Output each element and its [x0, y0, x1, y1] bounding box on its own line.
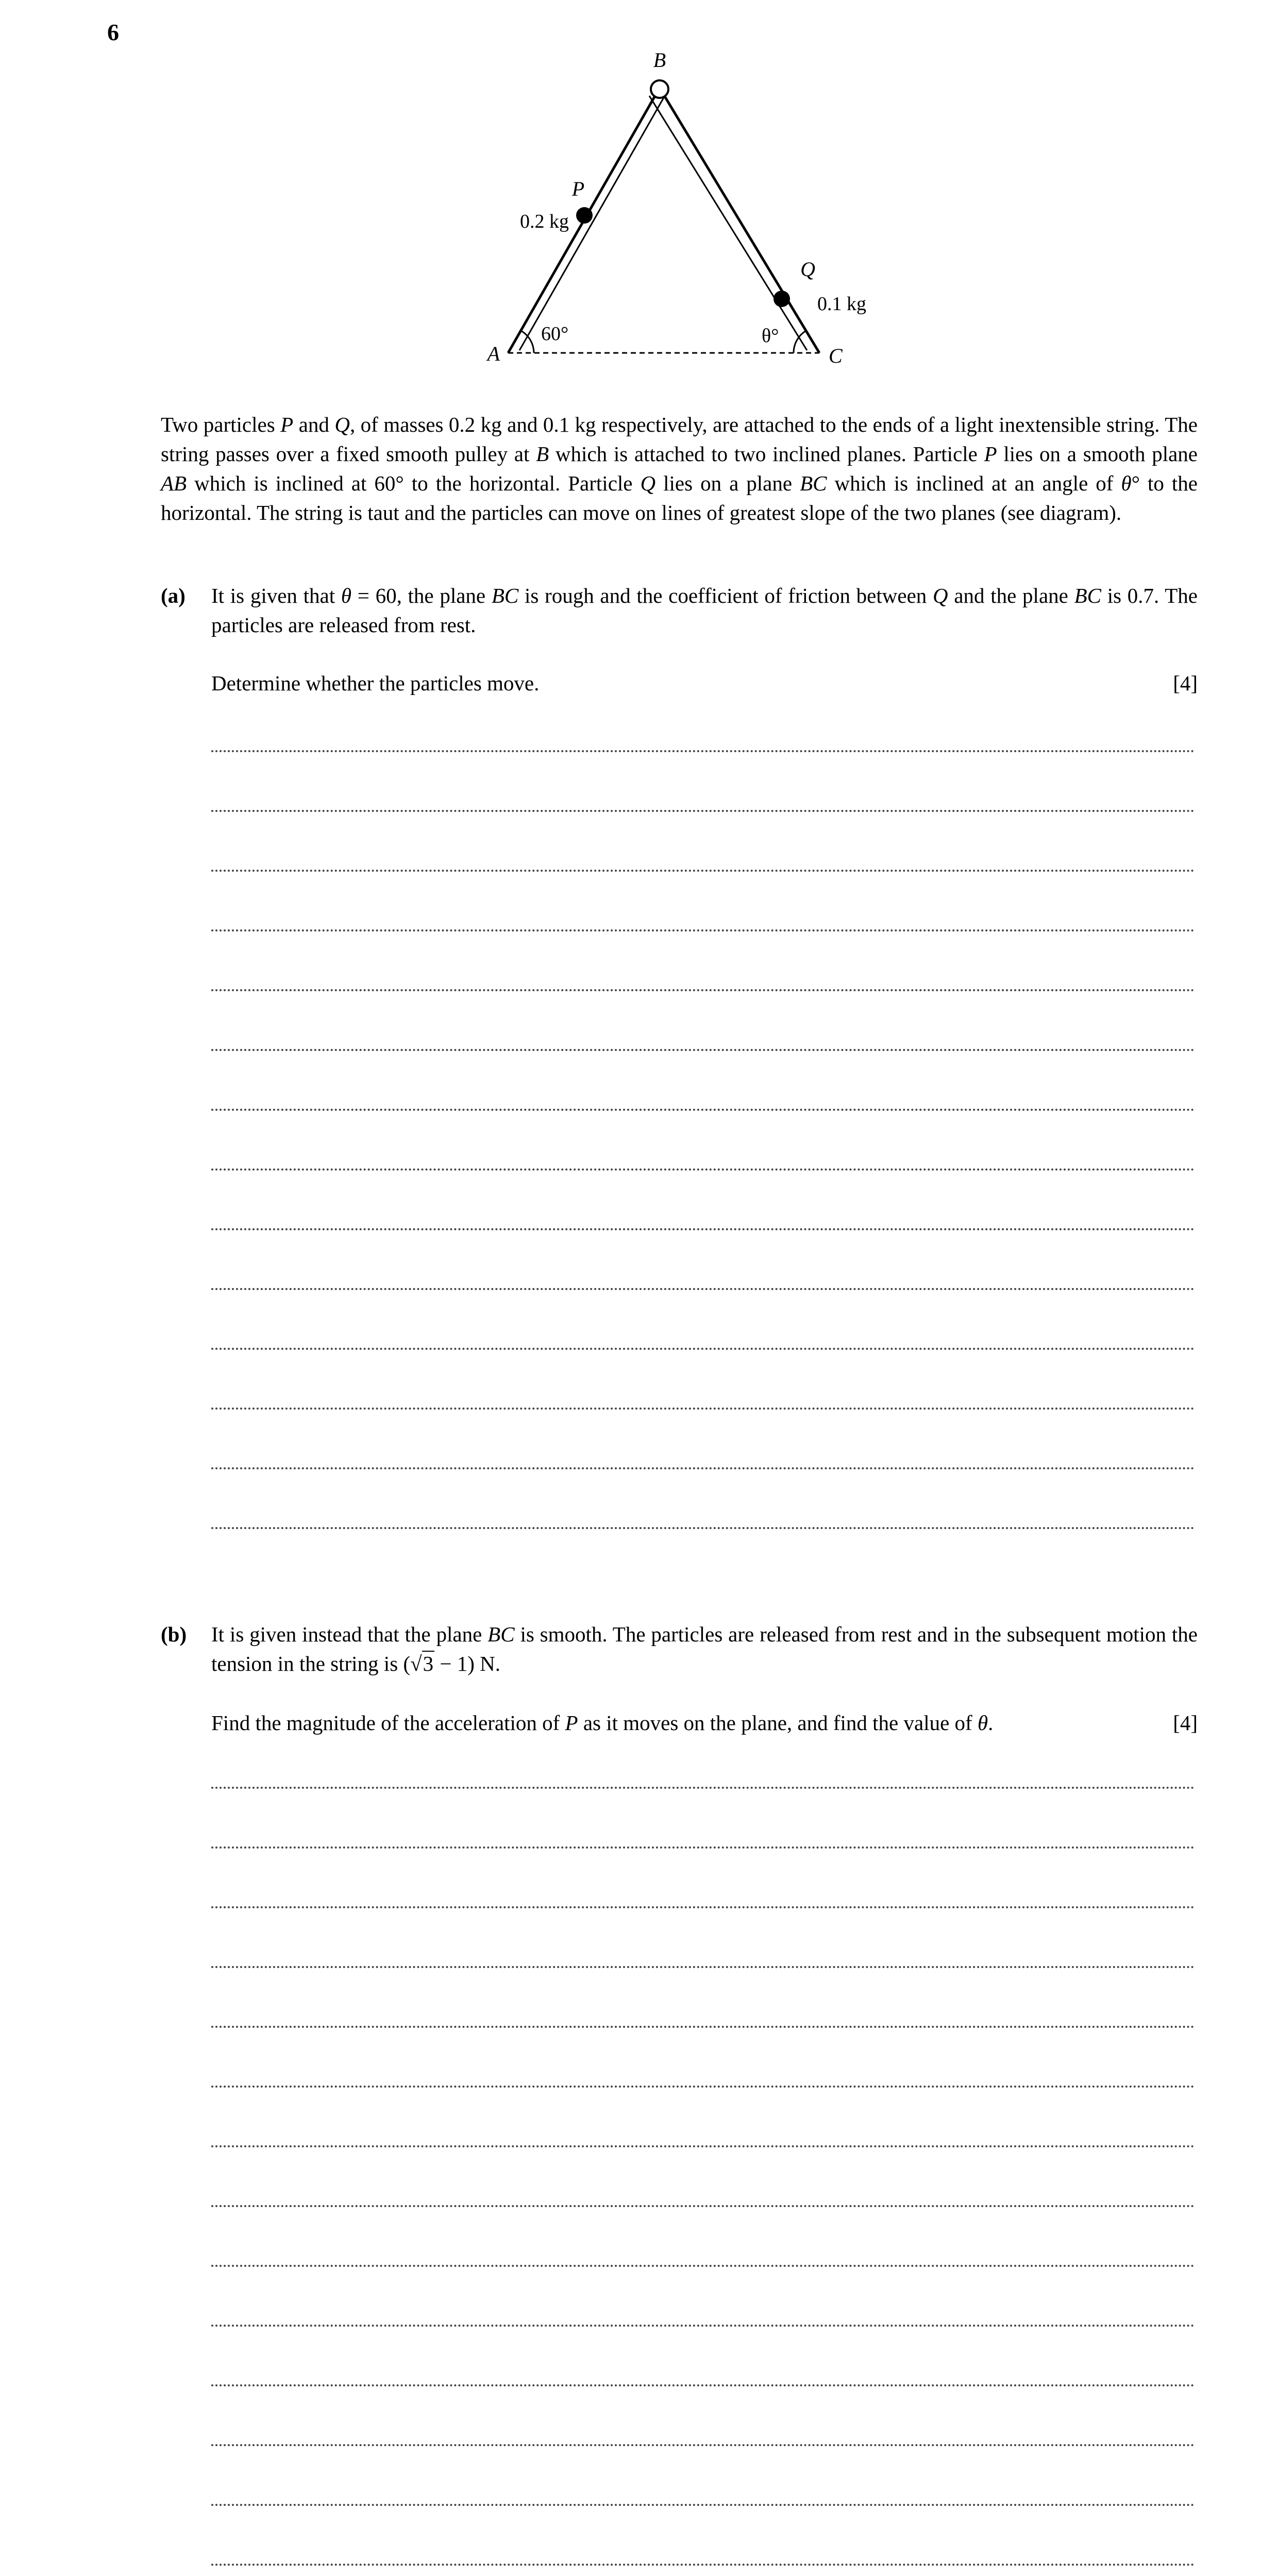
answer-line[interactable]: [211, 1527, 1195, 1529]
label-angle-a: 60°: [541, 323, 569, 345]
answer-line[interactable]: [211, 870, 1195, 872]
label-angle-c: θ°: [762, 325, 779, 347]
angle-arc-a: [521, 331, 534, 353]
answer-line[interactable]: [211, 2564, 1195, 2566]
answer-line[interactable]: [211, 1109, 1195, 1111]
plane-bc: [661, 90, 819, 353]
answer-line[interactable]: [211, 810, 1195, 812]
answer-line[interactable]: [211, 1049, 1195, 1051]
answer-line[interactable]: [211, 929, 1195, 931]
answer-line[interactable]: [211, 1168, 1195, 1171]
string-bc: [649, 96, 807, 350]
pulley: [651, 80, 668, 98]
answer-line[interactable]: [211, 2026, 1195, 2028]
part-b-text: It is given instead that the plane BC is smooth. The particles are released from rest and in the subsequent motion the tension in the string is (√3 − 1) N.: [211, 1622, 1198, 1675]
particle-p: [576, 207, 593, 224]
answer-line[interactable]: [211, 1228, 1195, 1230]
part-b-task: Find the magnitude of the acceleration of P as it moves on the plane, and find the value of θ. [4]: [211, 1708, 1198, 1738]
answer-line[interactable]: [211, 2086, 1195, 2088]
answer-line[interactable]: [211, 2325, 1195, 2327]
answer-line[interactable]: [211, 750, 1195, 752]
answer-line[interactable]: [211, 2504, 1195, 2506]
answer-line[interactable]: [211, 1906, 1195, 1908]
label-mass-p: 0.2 kg: [520, 211, 569, 232]
answer-line[interactable]: [211, 2145, 1195, 2147]
answer-line[interactable]: [211, 1348, 1195, 1350]
label-b: B: [653, 48, 666, 72]
label-a: A: [487, 342, 500, 365]
part-a-label: (a): [161, 584, 186, 607]
label-c: C: [829, 344, 843, 367]
particle-q: [773, 291, 790, 307]
answer-line[interactable]: [211, 989, 1195, 991]
part-a-text: It is given that θ = 60, the plane BC is rough and the coefficient of friction between Q and the plane BC is 0.7. The particles are released from rest.: [211, 584, 1198, 637]
answer-line[interactable]: [211, 1846, 1195, 1849]
label-mass-q: 0.1 kg: [817, 293, 866, 315]
answer-line[interactable]: [211, 1288, 1195, 1290]
answer-line[interactable]: [211, 1966, 1195, 1968]
answer-line[interactable]: [211, 2384, 1195, 2386]
label-p: P: [571, 177, 585, 200]
part-b-marks: [4]: [1173, 1711, 1198, 1735]
pulley-diagram: [453, 41, 917, 371]
angle-arc-c: [794, 331, 806, 353]
answer-line[interactable]: [211, 2444, 1195, 2446]
part-a-marks: [4]: [1173, 671, 1198, 695]
answer-line[interactable]: [211, 2205, 1195, 2207]
answer-line[interactable]: [211, 1467, 1195, 1469]
answer-line[interactable]: [211, 1408, 1195, 1410]
answer-line[interactable]: [211, 2265, 1195, 2267]
answer-line[interactable]: [211, 1787, 1195, 1789]
label-q: Q: [800, 258, 815, 281]
part-b-label: (b): [161, 1622, 187, 1646]
question-intro: Two particles P and Q, of masses 0.2 kg and 0.1 kg respectively, are attached to the ends of a light inextensible string. The string passes over a fixed smooth pulley at B which is attached to two inclined planes. Particle P lies on a smooth plane AB which is inclined at 60° to the horizontal. Particle Q lies on a plane BC which is inclined at an angle of θ° to the horizontal. The string is taut and the particles can move on lines of greatest slope of the two planes (see diagram).: [161, 413, 1198, 524]
page-number: 6: [107, 19, 119, 45]
part-a-task: Determine whether the particles move. [4]: [211, 669, 1198, 698]
